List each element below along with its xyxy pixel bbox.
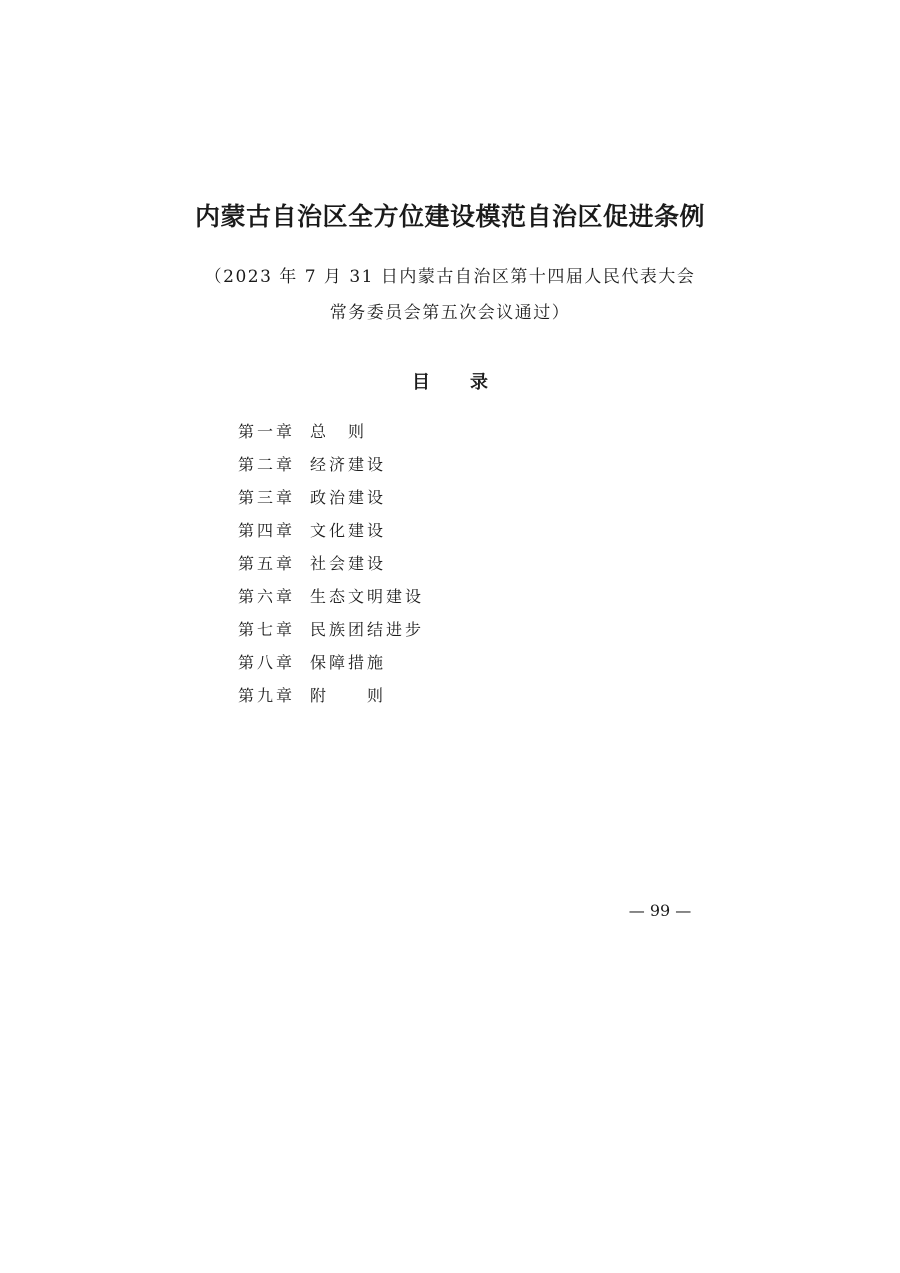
toc-chapter-number: 第九章: [238, 686, 296, 705]
toc-chapter-name: 附 则: [310, 686, 387, 705]
toc-chapter-number: 第八章: [238, 653, 296, 672]
toc-chapter-number: 第一章: [238, 422, 296, 441]
document-title: 内蒙古自治区全方位建设模范自治区促进条例: [194, 202, 705, 231]
adoption-note-line-1: （2023 年 7 月 31 日内蒙古自治区第十四届人民代表大会: [204, 267, 696, 287]
toc-item-chapter-1: [238, 417, 424, 450]
toc-item-chapter-8: [238, 648, 424, 681]
toc-chapter-number: 第七章: [238, 620, 296, 639]
toc-chapter-number: 第五章: [238, 554, 296, 573]
toc-chapter-name: 社会建设: [310, 554, 387, 573]
toc-item-chapter-2: [238, 450, 424, 483]
toc-chapter-number: 第四章: [238, 521, 296, 540]
toc-chapter-name: 保障措施: [310, 653, 387, 672]
toc-heading-char-2: 录: [470, 372, 488, 393]
toc-item-chapter-5: [238, 549, 424, 582]
toc-item-chapter-3: [238, 483, 424, 516]
adoption-note: [0, 262, 900, 328]
toc-chapter-number: 第三章: [238, 488, 296, 507]
toc-item-chapter-7: [238, 615, 424, 648]
toc-chapter-name: 总 则: [310, 422, 368, 441]
toc-item-chapter-4: [238, 516, 424, 549]
toc-item-chapter-9: [238, 681, 424, 714]
toc-heading: [0, 368, 900, 398]
toc-chapter-name: 政治建设: [310, 488, 387, 507]
toc-heading-char-1: 目: [412, 372, 430, 393]
page-number: — 99 —: [628, 901, 692, 920]
toc-chapter-name: 生态文明建设: [310, 587, 425, 606]
toc-chapter-number: 第六章: [238, 587, 296, 606]
toc-chapter-name: 经济建设: [310, 455, 387, 474]
table-of-contents: [238, 417, 424, 714]
toc-chapter-number: 第二章: [238, 455, 296, 474]
toc-chapter-name: 文化建设: [310, 521, 387, 540]
toc-chapter-name: 民族团结进步: [310, 620, 425, 639]
toc-item-chapter-6: [238, 582, 424, 615]
adoption-note-line-2: 常务委员会第五次会议通过）: [329, 303, 571, 323]
